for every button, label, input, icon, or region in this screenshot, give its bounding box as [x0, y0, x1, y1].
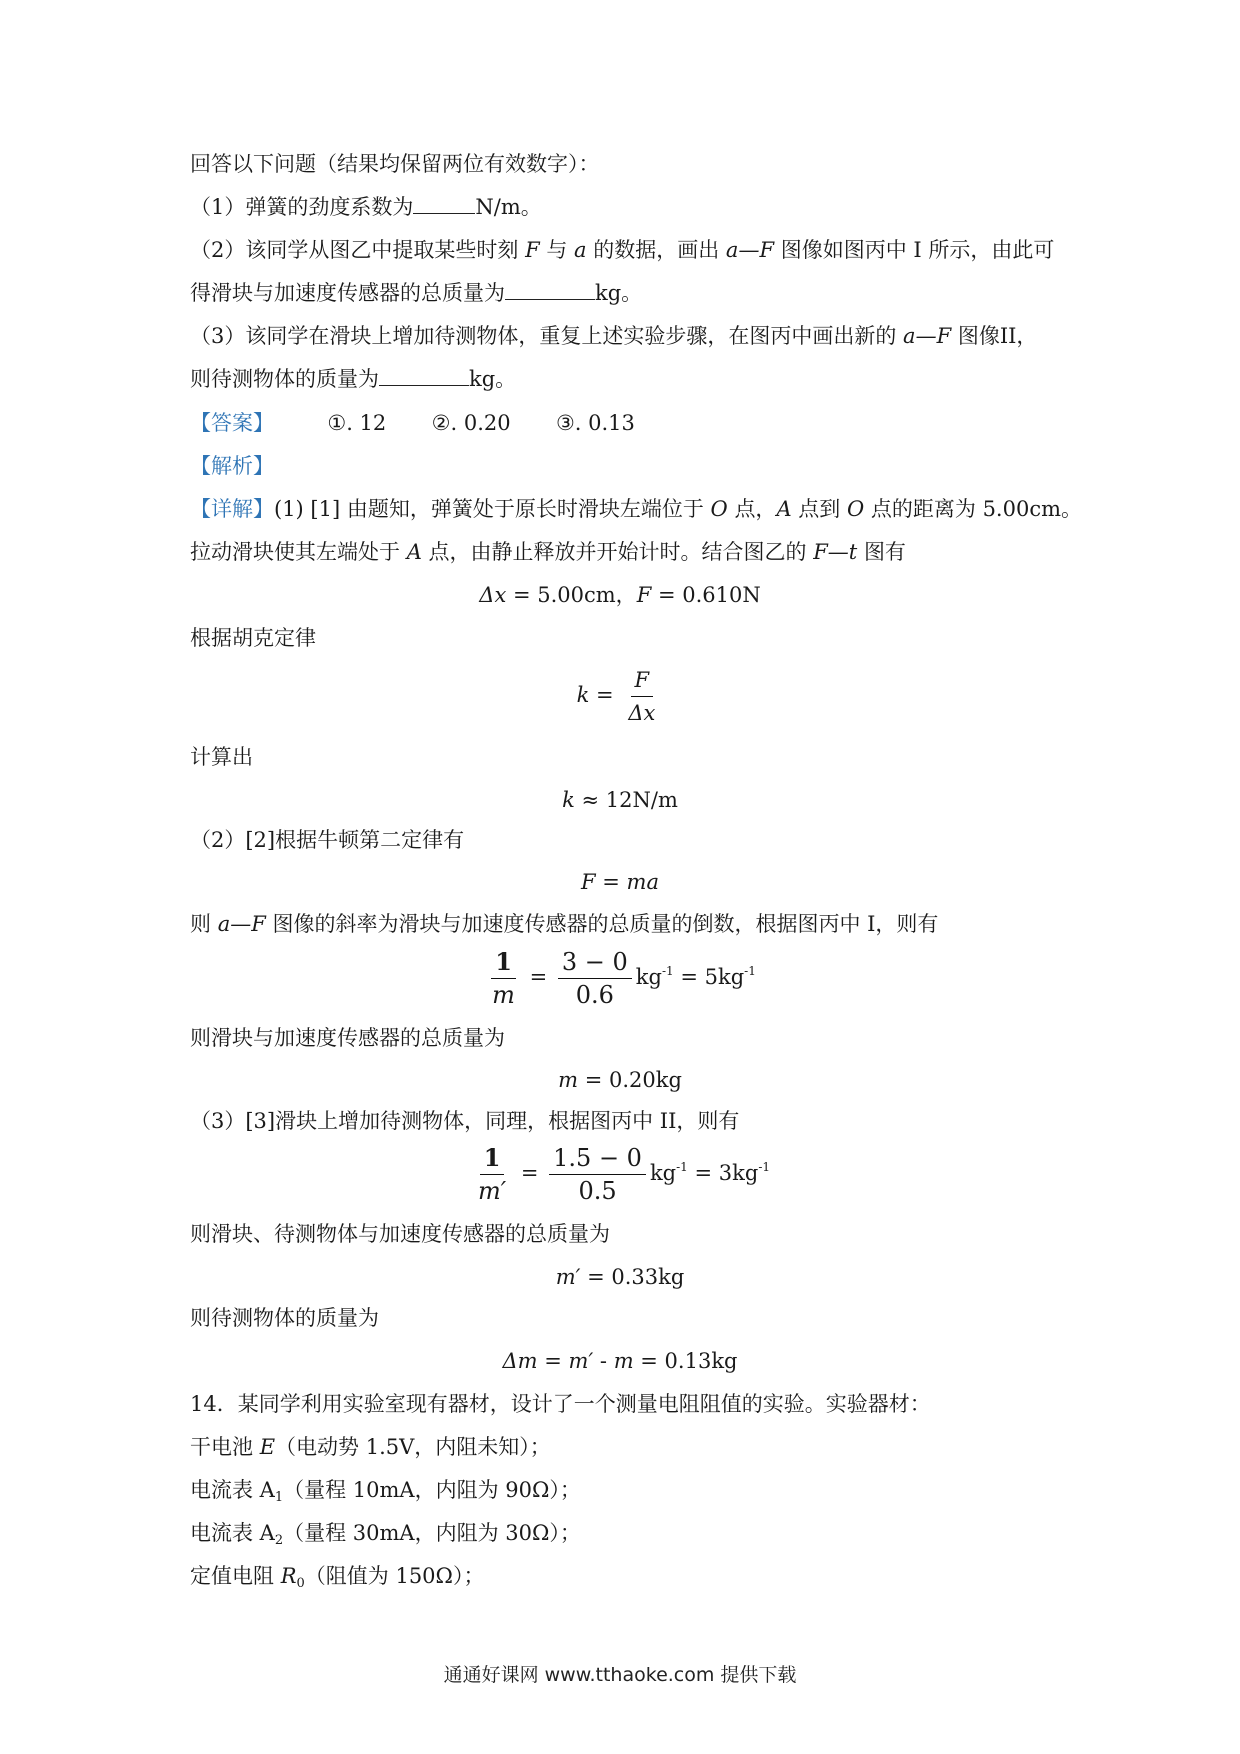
equation-inverse-mass-2: $\frac{1}{m'}$ = $\frac{1.5 - 0}{0.5}$ $kg^{-1} = 3kg^{-1}$ [0, 1144, 1240, 1205]
equipment-battery: 干电池 E（电动势 1.5V，内阻未知）； [190, 1435, 551, 1459]
page-footer: 通通好课网 www.tthaoke.com 提供下载 [443, 1664, 797, 1686]
detail-line-1: 【详解】(1) [1] 由题知，弹簧处于原长时滑块左端位于 O 点，A 点到 O 点的距离为 5.00cm。 [190, 497, 1082, 521]
detail-label: 【详解】 [190, 497, 274, 521]
hooke-law-line: 根据胡克定律 [190, 626, 316, 650]
question-2-line-2: 得滑块与加速度传感器的总质量为 kg。 [190, 281, 643, 305]
equation-mass-prime: m′ = 0.33kg [555, 1265, 685, 1289]
slope-line: 则 a—F 图像的斜率为滑块与加速度传感器的总质量的倒数，根据图丙中 I，则有 [190, 912, 939, 936]
fraction: $\frac{1}{m}$ [492, 947, 515, 1009]
equation-newton: F = ma [581, 870, 659, 894]
equation-hooke: k = $\frac{F}{\Delta x}$ [0, 666, 1240, 727]
analysis-label: 【解析】 [190, 454, 274, 478]
analysis-label-line [190, 452, 274, 480]
answer-line: 【答案】 ①. 12 ②. 0.20 ③. 0.13 [190, 411, 635, 435]
answer-blank [505, 279, 595, 300]
calc-line: 计算出 [190, 745, 253, 769]
answer-blank [379, 365, 469, 386]
question-2-line-1: （2）该同学从图乙中提取某些时刻 F 与 a 的数据，画出 a—F 图像如图丙中 I 所示，由此可 [190, 238, 1055, 262]
answer-label: 【答案】 [190, 411, 274, 435]
intro-line: 回答以下问题（结果均保留两位有效数字）： [190, 152, 600, 176]
equipment-resistor: 定值电阻 $R_0$（阻值为 150Ω）； [190, 1564, 485, 1591]
detail-line-2: 拉动滑块使其左端处于 A 点，由静止释放并开始计时。结合图乙的 F—t 图有 [190, 540, 906, 564]
equation-displacement-force: Δx = 5.00cm，F = 0.610N [479, 583, 761, 607]
fraction: $\frac{1}{m'}$ [477, 1143, 507, 1205]
fraction: $\frac{1.5 - 0}{0.5}$ [549, 1144, 646, 1205]
mass-total-line: 则滑块与加速度传感器的总质量为 [190, 1026, 505, 1050]
mass-total-2-line: 则滑块、待测物体与加速度传感器的总质量为 [190, 1222, 610, 1246]
equation-delta-mass: Δm = m′ - m = 0.13kg [502, 1349, 738, 1373]
mass-object-line: 则待测物体的质量为 [190, 1306, 379, 1330]
question-14-line: 14．某同学利用实验室现有器材，设计了一个测量电阻阻值的实验。实验器材： [190, 1392, 931, 1416]
question-1: （1）弹簧的劲度系数为 N/m。 [190, 195, 542, 219]
answer-blank [413, 193, 475, 214]
part-2-line: （2）[2]根据牛顿第二定律有 [190, 828, 465, 852]
fraction: $\frac{F}{\Delta x}$ [628, 668, 656, 725]
part-3-line: （3）[3]滑块上增加待测物体，同理，根据图丙中 II，则有 [190, 1109, 740, 1133]
equipment-ammeter-2: 电流表 $A_2$（量程 30mA，内阻为 30Ω）； [190, 1521, 581, 1548]
question-3-line-1: （3）该同学在滑块上增加待测物体，重复上述实验步骤，在图丙中画出新的 a—F 图像II， [190, 324, 1038, 348]
equation-inverse-mass-1: $\frac{1}{m}$ = $\frac{3 - 0}{0.6}$ $kg^{-1} = 5kg^{-1}$ [0, 948, 1240, 1009]
equation-k-value: k ≈ 12N/m [562, 788, 678, 812]
equipment-ammeter-1: 电流表 $A_1$（量程 10mA，内阻为 90Ω）； [190, 1478, 581, 1505]
equation-mass: m = 0.20kg [558, 1068, 682, 1092]
question-3-line-2: 则待测物体的质量为 kg。 [190, 367, 517, 391]
fraction: $\frac{3 - 0}{0.6}$ [558, 948, 632, 1009]
